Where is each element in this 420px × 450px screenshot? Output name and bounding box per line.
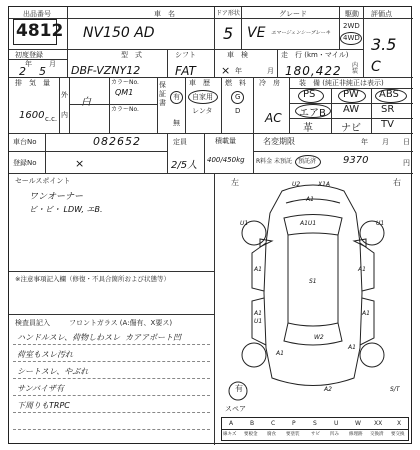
- shift-label: シフト: [175, 51, 196, 59]
- transfer-month: 月: [382, 138, 389, 146]
- first-reg-month: 5: [39, 65, 46, 78]
- mark-u1-fender-r: U1: [376, 220, 385, 227]
- first-reg-label: 初度登録: [15, 51, 43, 59]
- registration-label: 登録No: [13, 159, 37, 167]
- mark-a1-door-l1: A1: [254, 266, 262, 273]
- yen-label: 円: [403, 159, 410, 167]
- inspection-sheet: [8, 6, 412, 444]
- legend-code-b: B: [250, 420, 255, 427]
- mileage-label: 走 行 (km・マイル): [281, 51, 349, 59]
- mark-a1u1-windshield: A1U1: [300, 220, 317, 227]
- color-no-label-2: カラーNo.: [111, 106, 139, 113]
- color-out-value: 白: [81, 97, 91, 108]
- equip-airbag-circle: [295, 104, 331, 118]
- recycle-unpaid: 未預託: [274, 158, 293, 165]
- equip-pw-circle: [338, 89, 366, 103]
- diagram-left-label: 左: [231, 178, 239, 187]
- legend-code-x: X: [397, 420, 402, 427]
- car-name-label: 車 名: [154, 10, 175, 18]
- legend-word-b: 要板金: [244, 432, 258, 437]
- mark-a1-door-r2: A1: [362, 310, 370, 317]
- drive-label: 駆動: [345, 10, 359, 18]
- grade-note: エマージェンシーブレーキ: [271, 30, 331, 36]
- drive-2wd: 2WD: [343, 22, 360, 30]
- notes-title: ※注意事項記入欄（修復・不具合箇所および状態等）: [15, 275, 170, 283]
- windshield-label: フロントガラス (A:傷有、X要ス): [69, 319, 173, 327]
- displacement-label: 排 気 量: [15, 79, 50, 87]
- legend-word-a: 線キズ: [223, 432, 237, 437]
- legend-code-p: P: [292, 420, 296, 427]
- equip-leather: 革: [303, 123, 313, 134]
- warranty-yes: 有: [173, 93, 180, 101]
- load-label: 積載量: [215, 137, 236, 145]
- score-value: 3.5: [371, 35, 397, 54]
- grade-label: グレード: [279, 10, 307, 18]
- spare-mark: 有: [235, 384, 243, 393]
- chassis-label: 車台No: [13, 138, 37, 146]
- fuel-d: D: [235, 107, 241, 115]
- equip-airbag: エアB: [299, 108, 326, 119]
- registration-value: ×: [75, 157, 85, 170]
- legend-word-u: 凹み: [330, 432, 339, 437]
- warranty-no: 無: [173, 119, 180, 127]
- equip-pw: PW: [343, 89, 359, 100]
- damage-legend: [221, 417, 409, 441]
- car-name: NV150 AD: [83, 25, 155, 41]
- model-label: 型 式: [121, 51, 142, 59]
- equip-abs-circle: [375, 89, 407, 103]
- legend-code-a: A: [229, 420, 234, 427]
- color-no-value: QM1: [115, 88, 134, 97]
- drive-4wd: 4WD: [343, 34, 360, 42]
- ac-label: 冷 房: [259, 79, 280, 87]
- inspection-label: 車 検: [227, 51, 248, 59]
- mark-u1-door-l2: U1: [254, 318, 263, 325]
- mark-s1-roof: S1: [309, 278, 317, 285]
- recycle-label: R料金: [256, 158, 273, 165]
- transfer-day: 日: [403, 138, 410, 146]
- legend-code-s: S: [313, 420, 317, 427]
- sales-points-line1: ワンオーナー: [29, 192, 84, 202]
- mark-a1-door-l2: A1: [254, 310, 262, 317]
- inspector-line-3: 荷室もスレ汚れ: [17, 350, 73, 359]
- model-value: DBF-VZNY12: [71, 64, 141, 77]
- cc-label: c.c.: [45, 115, 58, 123]
- chassis-value: 082652: [93, 135, 141, 148]
- lot-number: 4812: [16, 21, 64, 41]
- color-in-label: 内: [61, 111, 68, 119]
- fuel-label: 燃 料: [225, 79, 246, 87]
- legend-word-c: 腐食: [267, 432, 276, 437]
- mark-u2: U2: [292, 181, 301, 188]
- ac-value: AC: [265, 111, 282, 125]
- fuel-g-circle: [231, 91, 244, 104]
- interior-value: C: [371, 59, 381, 75]
- score-label: 評価点: [371, 10, 392, 18]
- year-label-1: 年: [25, 60, 32, 68]
- mark-a1-tail: A1: [348, 344, 356, 351]
- interior-label: 内装: [352, 62, 359, 75]
- mark-x1a: X1A: [318, 181, 331, 188]
- legend-word-w: 修理跡: [349, 432, 363, 437]
- usage-private-circle: [188, 90, 218, 104]
- inspection-value: ×: [221, 64, 231, 77]
- usage-private: 自家用: [192, 93, 213, 101]
- mark-a1-rear: A1: [276, 350, 284, 357]
- year-label-2: 年: [235, 67, 242, 75]
- legend-word-s: サビ: [311, 432, 320, 437]
- legend-word-p: 要塗装: [286, 432, 300, 437]
- equip-ps-circle: [298, 89, 324, 103]
- legend-code-w: W: [355, 420, 361, 427]
- doors-value: 5: [223, 24, 234, 43]
- legend-word-x: 要交換: [391, 432, 405, 437]
- displacement-value: 1600: [19, 110, 45, 121]
- sales-points-title: セールスポイント: [15, 177, 71, 185]
- month-label-1: 月: [49, 60, 56, 68]
- legend-code-xx: XX: [374, 420, 383, 427]
- diagram-right-label: 右: [393, 178, 401, 187]
- recycle-paid: 預託済: [298, 158, 317, 165]
- month-label-2: 月: [267, 67, 274, 75]
- grade-value: VE: [247, 25, 266, 41]
- legend-word-xx: 交換済: [370, 432, 384, 437]
- equipment-label: 装 備 (純正非純正は表示): [299, 79, 384, 87]
- inspector-line-2: カアアポート凹: [125, 333, 181, 342]
- usage-rental: レンタ: [192, 107, 213, 115]
- doors-label: ドア形状: [216, 10, 240, 17]
- inspector-line-4: シートスレ、やぶれ: [17, 367, 89, 376]
- equip-aw: AW: [343, 104, 360, 115]
- color-no-label-1: カラーNo.: [111, 79, 139, 86]
- color-out-label: 外: [61, 91, 68, 99]
- mark-w2: W2: [314, 334, 324, 341]
- mark-a1-hood: A1: [306, 196, 314, 203]
- drive-4wd-circle: [340, 32, 362, 45]
- mark-a2: A2: [324, 386, 332, 393]
- inspector-line-5: サンバイザ有: [17, 384, 65, 393]
- inspector-title: 検査員記入: [15, 319, 50, 327]
- warranty-yes-circle: [170, 91, 183, 104]
- mileage-value: 180,422: [285, 64, 342, 78]
- transfer-label: 名変期限: [263, 137, 295, 146]
- capacity-value: 2/5人: [171, 160, 198, 171]
- inspector-line-1: ハンドルスレ、荷物しわスレ: [17, 333, 121, 342]
- equip-abs: ABS: [379, 89, 399, 100]
- recycle-paid-circle: [295, 155, 321, 169]
- mark-a1-door-r1: A1: [358, 266, 366, 273]
- capacity-label: 定員: [173, 138, 187, 146]
- first-reg-year: 2: [19, 65, 26, 78]
- shift-value: FAT: [175, 64, 196, 78]
- mark-u1-fender-l: U1: [240, 220, 249, 227]
- spare-label: スペア: [225, 405, 246, 413]
- equip-sr: SR: [381, 104, 395, 115]
- equip-navi: ナビ: [341, 123, 361, 134]
- load-value: 400/450kg: [207, 156, 245, 164]
- mark-st: S/T: [390, 386, 400, 393]
- sales-points-line2: ビ・ビ・ LDW, エB.: [29, 205, 103, 214]
- car-diagram: [214, 173, 413, 403]
- warranty-label: 保証書: [159, 81, 166, 107]
- equip-ps: PS: [303, 89, 316, 100]
- transfer-year: 年: [361, 138, 368, 146]
- legend-code-c: C: [271, 420, 276, 427]
- lot-label: 出品番号: [23, 10, 51, 18]
- equip-tv: TV: [381, 119, 394, 130]
- usage-label: 車 歴: [189, 79, 210, 87]
- recycle-amount: 9370: [343, 155, 369, 166]
- fuel-g: G: [235, 93, 241, 101]
- legend-code-u: U: [334, 420, 339, 427]
- inspector-line-6: 下周りもTRPC: [17, 401, 70, 410]
